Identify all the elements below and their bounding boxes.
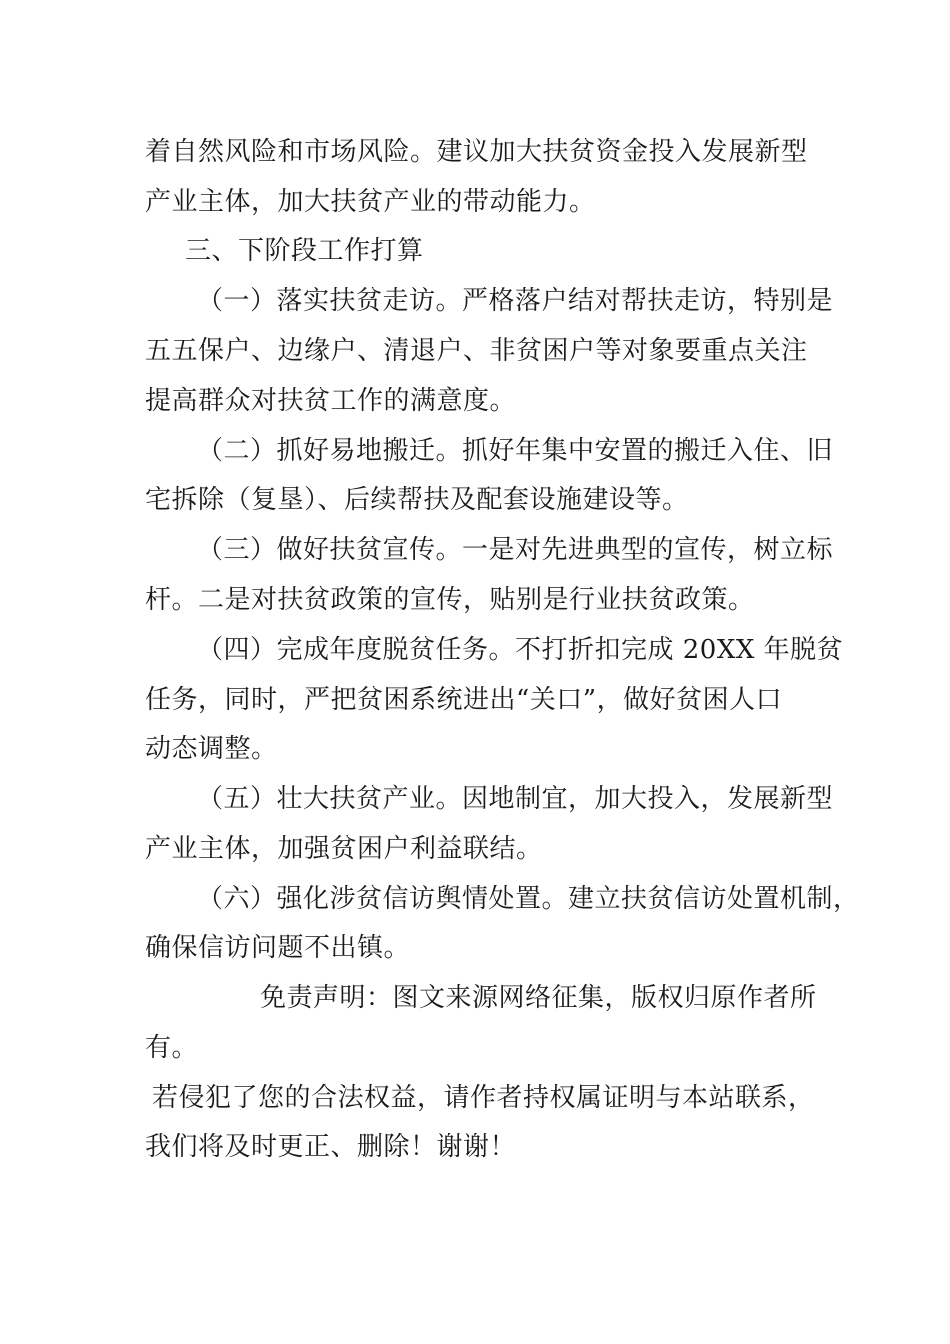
paragraph-line: 任务，同时，严把贫困系统进出“关口”，做好贫困人口 xyxy=(145,685,783,715)
paragraph-line: 杆。二是对扶贫政策的宣传，贴别是行业扶贫政策。 xyxy=(145,585,755,615)
paragraph-line: 提高群众对扶贫工作的满意度。 xyxy=(145,386,517,416)
paragraph-line: （二）抓好易地搬迁。抓好年集中安置的搬迁入住、旧 xyxy=(197,436,834,466)
section-heading: 三、下阶段工作打算 xyxy=(185,236,424,266)
paragraph-line: （六）强化涉贫信访舆情处置。建立扶贫信访处置机制， xyxy=(197,884,860,914)
paragraph-line: （一）落实扶贫走访。严格落户结对帮扶走访，特别是 xyxy=(197,286,834,316)
paragraph-line: 宅拆除（复垦）、后续帮扶及配套设施建设等。 xyxy=(145,485,689,515)
paragraph-line: 着自然风险和市场风险。建议加大扶贫资金投入发展新型 xyxy=(145,137,808,167)
paragraph-line: 五五保户、边缘户、清退户、非贫困户等对象要重点关注 xyxy=(145,336,808,366)
disclaimer-line: 若侵犯了您的合法权益，请作者持权属证明与本站联系， xyxy=(152,1083,815,1113)
disclaimer-line: 免责声明：图文来源网络征集，版权归原作者所 xyxy=(260,983,817,1013)
paragraph-line: 动态调整。 xyxy=(145,734,278,764)
paragraph-line: 产业主体，加大扶贫产业的带动能力。 xyxy=(145,187,596,217)
disclaimer-line: 我们将及时更正、删除！谢谢！ xyxy=(145,1132,517,1162)
disclaimer-line: 有。 xyxy=(145,1033,199,1063)
paragraph-line: 产业主体，加强贫困户利益联结。 xyxy=(145,834,543,864)
paragraph-line: （四）完成年度脱贫任务。不打折扣完成 20XX 年脱贫 xyxy=(197,635,844,665)
paragraph-line: （五）壮大扶贫产业。因地制宜，加大投入，发展新型 xyxy=(197,784,834,814)
paragraph-line: 确保信访问题不出镇。 xyxy=(145,933,411,963)
paragraph-line: （三）做好扶贫宣传。一是对先进典型的宣传，树立标 xyxy=(197,535,834,565)
